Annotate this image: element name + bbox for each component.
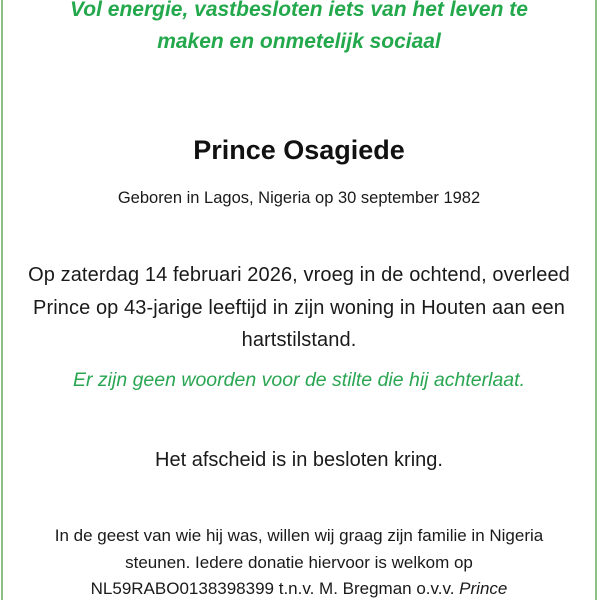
donation-line-1: In de geest van wie hij was, willen wij graag zijn familie in Nigeria: [54, 526, 544, 545]
motto-line-2: maken en onmetelijk sociaal: [157, 30, 441, 53]
donation-line-2: steunen. Iedere donatie hiervoor is welkom op: [125, 553, 473, 572]
birth-info: Geboren in Lagos, Nigeria op 30 september 1982: [117, 189, 481, 207]
quote: Er zijn geen woorden voor de stilte die hij achterlaat.: [72, 369, 525, 391]
donation-reference: Prince: [459, 579, 508, 598]
death-notice-line-3: hartstilstand.: [241, 329, 357, 351]
donation-line-3: [0, 579, 598, 599]
death-notice-line-2: Prince op 43-jarige leeftijd in zijn woning in Houten aan een: [33, 297, 565, 319]
motto-line-1: Vol energie, vastbesloten iets van het leven te: [70, 0, 528, 21]
death-notice-line-1: Op zaterdag 14 februari 2026, vroeg in de ochtend, overleed: [28, 264, 570, 286]
iban-text: NL59RABO0138398399 t.n.v. M. Bregman o.v.v.: [90, 579, 460, 598]
farewell-notice: Het afscheid is in besloten kring.: [155, 449, 443, 471]
deceased-name: Prince Osagiede: [193, 135, 405, 165]
